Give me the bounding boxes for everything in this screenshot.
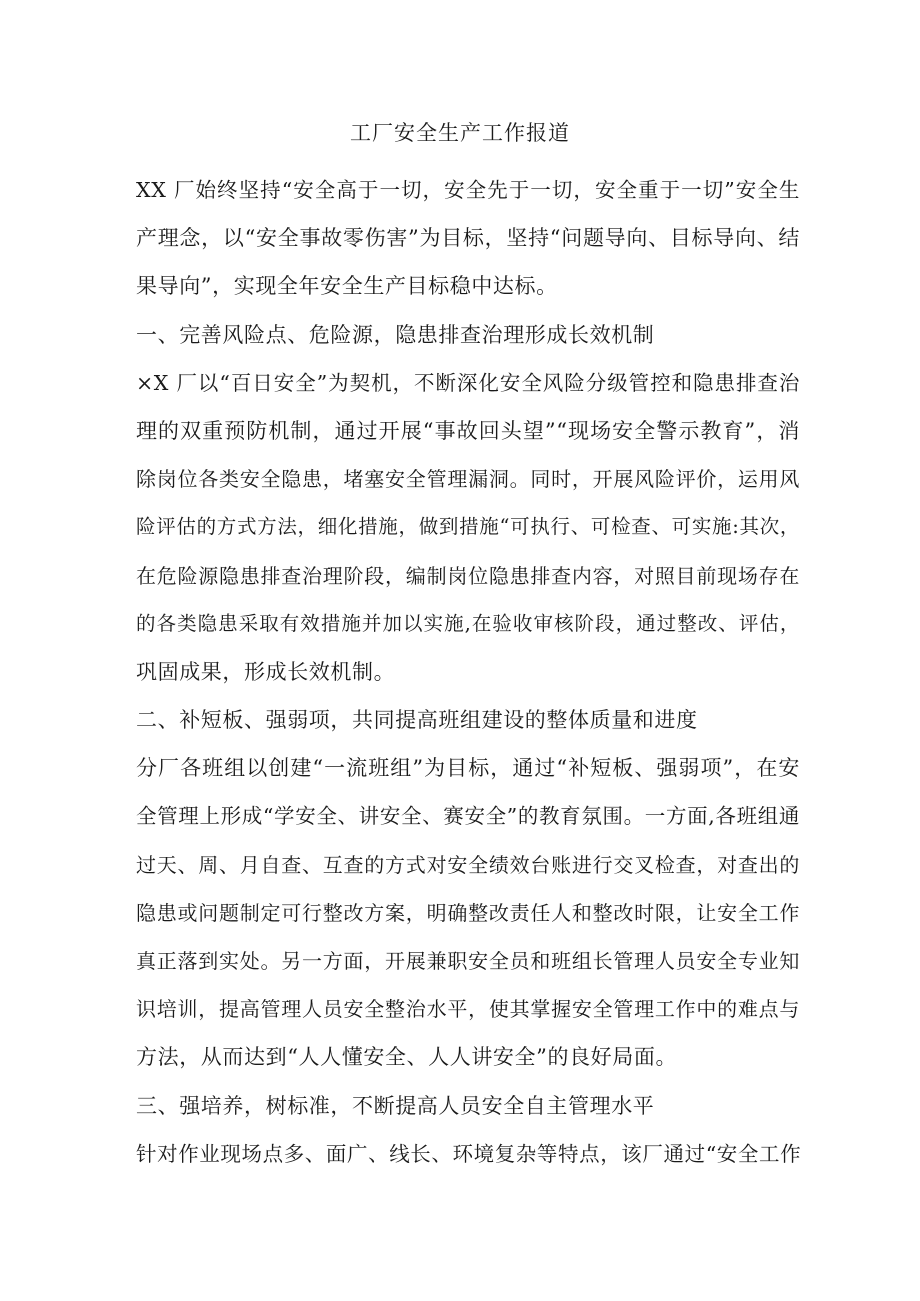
text-line: 产理念，以“安全事故零伤害”为目标，坚持“问题导向、目标导向、结 <box>136 226 800 251</box>
text-line: 理的双重预防机制，通过开展“事故回头望”“现场安全警示教育”，消 <box>136 418 800 443</box>
text-line: 除岗位各类安全隐患，堵塞安全管理漏洞。同时，开展风险评价，运用风 <box>136 467 800 492</box>
text-line: 一、完善风险点、危险源，隐患排查治理形成长效机制 <box>136 322 655 347</box>
text-line: ×X 厂以“百日安全”为契机，不断深化安全风险分级管控和隐患排查治 <box>136 370 800 395</box>
text-line: 识培训，提高管理人员安全整治水平，使其掌握安全管理工作中的难点与 <box>136 997 800 1022</box>
text-line: 全管理上形成“学安全、讲安全、赛安全”的教育氛围。一方面,各班组通 <box>136 804 800 829</box>
text-line: 在危险源隐患排查治理阶段，编制岗位隐患排查内容，对照目前现场存在 <box>136 563 800 588</box>
text-line: 二、补短板、强弱项，共同提高班组建设的整体质量和进度 <box>136 708 698 733</box>
text-line: 真正落到实处。另一方面，开展兼职安全员和班组长管理人员安全专业知 <box>136 949 800 973</box>
text-line: 针对作业现场点多、面广、线长、环境复杂等特点，该厂通过“安全工作 <box>136 1141 802 1166</box>
text-line: 方法，从而达到“人人懂安全、人人讲安全”的良好局面。 <box>136 1045 678 1070</box>
document-body <box>136 166 800 1178</box>
text-line: 果导向”，实现全年安全生产目标稳中达标。 <box>136 274 558 299</box>
text-line: 过天、周、月自查、互查的方式对安全绩效台账进行交叉检查，对查出的 <box>136 852 800 877</box>
text-line: 巩固成果，形成长效机制。 <box>136 659 396 684</box>
text-line: 三、强培养，树标准，不断提高人员安全自主管理水平 <box>136 1093 655 1118</box>
document-title: 工厂安全生产工作报道 <box>350 121 570 145</box>
text-line: XX 厂始终坚持“安全高于一切，安全先于一切，安全重于一切”安全生 <box>136 178 800 202</box>
text-line: 分厂各班组以创建“一流班组”为目标，通过“补短板、强弱项”，在安 <box>136 756 800 781</box>
text-line: 险评估的方式方法，细化措施，做到措施“可执行、可检查、可实施:其次， <box>136 515 800 539</box>
text-line: 隐患或问题制定可行整改方案，明确整改责任人和整改时限，让安全工作 <box>136 900 800 925</box>
text-line: 的各类隐患采取有效措施并加以实施,在验收审核阶段，通过整改、评估， <box>136 611 800 635</box>
